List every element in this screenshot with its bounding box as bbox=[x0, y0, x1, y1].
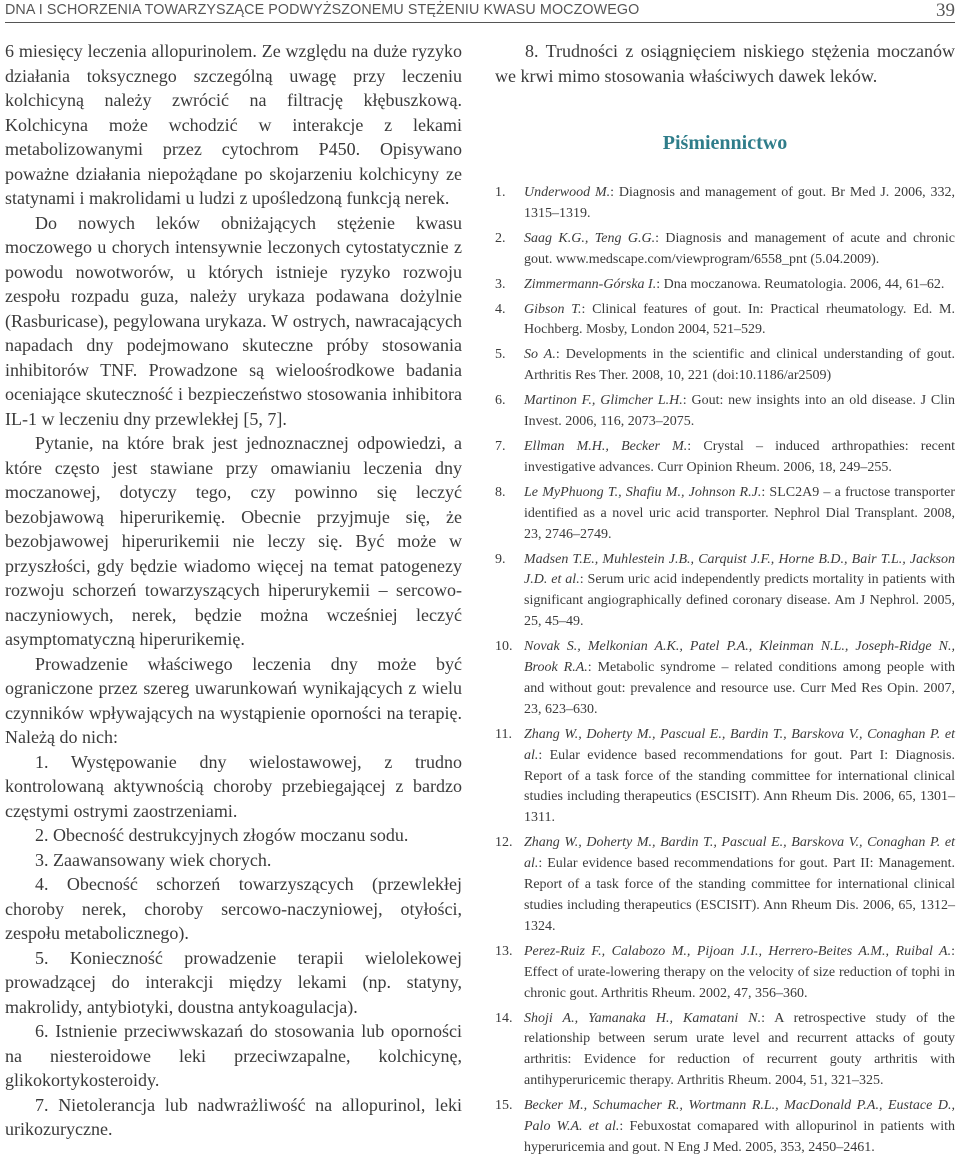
reference-text: : Crystal – induced arthropathies: recent investigative advances. Curr Opinion Rheum. 2006, 18, 249–255. bbox=[524, 438, 955, 475]
list-item: 4. Obecność schorzeń towarzyszących (przewlekłej choroby nerek, choroby sercowo-naczyniowej, otyłości, zespołu metabolicznego). bbox=[5, 874, 462, 943]
reference-text: : Clinical features of gout. In: Practical rheumatology. Ed. M. Hochberg. Mosby, London 2004, 521–529. bbox=[524, 301, 955, 338]
reference-text: : Eular evidence based recommendations for gout. Part I: Diagnosis. Report of a task force of the standing committee for international clinical studies including therapeutics (ESCISIT). Ann Rheum Dis. 2006, 65, 1301–1311. bbox=[524, 747, 955, 826]
reference-number: 13. bbox=[495, 943, 513, 959]
references-heading: Piśmiennictwo bbox=[662, 132, 788, 154]
reference-authors: Zimmermann-Górska I. bbox=[524, 276, 657, 292]
reference-text: : SLC2A9 – a fructose transporter identified as a novel uric acid transporter. Nephrol Dial Transplant. 2008, 23, 2746–2749. bbox=[524, 484, 956, 542]
reference-number: 14. bbox=[495, 1010, 513, 1026]
reference-item bbox=[495, 437, 955, 479]
reference-item bbox=[495, 345, 955, 387]
reference-item bbox=[495, 550, 955, 634]
reference-text: : Metabolic syndrome – related conditions among people with and without gout: prevalence and resource use. Curr Med Res Opin. 2007, 23, 623–630. bbox=[524, 660, 955, 717]
reference-text: : Developments in the scientific and clinical understanding of gout. Arthritis Res Ther. 2008, 10, 221 (doi:10.1186/ar2509) bbox=[524, 347, 955, 384]
reference-item bbox=[495, 275, 955, 296]
reference-number: 5. bbox=[495, 347, 506, 363]
reference-item bbox=[495, 229, 955, 271]
page-number: 39 bbox=[936, 0, 955, 21]
list-item: 2. Obecność destrukcyjnych złogów moczanu sodu. bbox=[35, 825, 409, 845]
reference-authors: Gibson T. bbox=[524, 301, 582, 317]
reference-text: : Diagnosis and management of acute and chronic gout. www.medscape.com/viewprogram/6558_pnt (5.04.2009). bbox=[524, 230, 956, 267]
reference-authors: Novak S., Melkonian A.K., Patel P.A., Kleinman N.L., Joseph-Ridge N., Brook R.A. bbox=[524, 639, 955, 676]
reference-authors: Becker M., Schumacher R., Wortmann R.L., MacDonald P.A., Eustace D., Palo W.A. et al. bbox=[524, 1098, 955, 1135]
left-column bbox=[5, 39, 462, 1142]
reference-item bbox=[495, 637, 955, 721]
reference-text: : Effect of urate-lowering therapy on the velocity of size reduction of tophi in chronic gout. Arthritis Rheum. 2002, 47, 356–360. bbox=[524, 943, 955, 1001]
reference-number: 7. bbox=[495, 438, 506, 454]
reference-authors: So A. bbox=[524, 347, 556, 363]
reference-number: 1. bbox=[495, 185, 506, 200]
reference-authors: Madsen T.E., Muhlestein J.B., Carquist J.F., Horne B.D., Bair T.L., Jackson J.D. et al. bbox=[524, 551, 955, 588]
reference-item bbox=[495, 483, 955, 546]
right-column bbox=[495, 39, 955, 1163]
reference-text: : A retrospective study of the relationship between serum urate level and recurrent attacks of gouty arthritis: Evidence for reduction of recurrent gouty arthritis with antihyperuricemic therapy. Arthritis Rheum. 2004, 51, 321–325. bbox=[524, 1010, 955, 1089]
list-item: 8. Trudności z osiągnięciem niskiego stężenia moczanów we krwi mimo stosowania właściwych dawek leków. bbox=[495, 41, 955, 86]
running-title: DNA I SCHORZENIA TOWARZYSZĄCE PODWYŻSZONEMU STĘŻENIU KWASU MOCZOWEGO bbox=[5, 2, 640, 18]
reference-authors: Saag K.G., Teng G.G. bbox=[524, 230, 656, 246]
reference-number: 9. bbox=[495, 551, 506, 567]
paragraph: 6 miesięcy leczenia allopurinolem. Ze względu na duże ryzyko działania toksycznego szczególną uwagę przy leczeniu kolchicyną należy zwrócić na filtrację kłębuszkową. Kolchicyna może wchodzić w interakcje z lekami metabolizowanymi przez cytochrom P450. Opisywano poważne działania niepożądane po skojarzeniu kolchicyny ze statynami i makrolidami u ludzi z upośledzoną funkcją nerek. bbox=[5, 41, 462, 208]
reference-authors: Perez-Ruiz F., Calabozo M., Pijoan J.I., Herrero-Beites A.M., Ruibal A. bbox=[524, 943, 952, 959]
paragraph: Prowadzenie właściwego leczenia dny może być ograniczone przez szereg uwarunkowań wynikających z wielu czynników wpływających na wystąpienie oporności na terapię. Należą do nich: bbox=[5, 653, 462, 747]
reference-authors: Underwood M. bbox=[524, 185, 611, 200]
reference-number: 15. bbox=[495, 1098, 513, 1114]
list-item: 1. Występowanie dny wielostawowej, z trudno kontrolowaną aktywnością choroby przebiegającej z bardzo częstymi ostrymi zaostrzeniami. bbox=[5, 751, 462, 821]
reference-text: : Eular evidence based recommendations for gout. Part II: Management. Report of a task force of the standing committee for international clinical studies including therapeutics (ESCISIT). Ann Rheum Dis. 2006, 65, 1312–1324. bbox=[524, 856, 955, 934]
reference-item bbox=[495, 725, 955, 830]
reference-authors: Zhang W., Doherty M., Bardin T., Pascual E., Barskova V., Conaghan P. et al. bbox=[524, 835, 955, 872]
reference-text: : Serum uric acid independently predicts mortality in patients with significant angiographically defined coronary disease. Am J Nephrol. 2005, 25, 45–49. bbox=[524, 572, 955, 630]
reference-text: : Diagnosis and management of gout. Br Med J. 2006, 332, 1315–1319. bbox=[524, 185, 955, 221]
reference-number: 10. bbox=[495, 639, 513, 655]
reference-item bbox=[495, 1096, 955, 1159]
reference-text: : Febuxostat comapared with allopurinol in patients with hyperuricemia and gout. N Eng J Med. 2005, 353, 2450–2461. bbox=[524, 1119, 955, 1155]
reference-authors: Le MyPhuong T., Shafiu M., Johnson R.J. bbox=[524, 484, 762, 500]
list-item: 5. Konieczność prowadzenie terapii wielolekowej prowadzącej do interakcji między lekami (np. statyny, makrolidy, antybiotyki, doustna antykoagulacja). bbox=[5, 947, 462, 1017]
list-item: 7. Nietolerancja lub nadwrażliwość na allopurinol, leki urikozuryczne. bbox=[5, 1094, 462, 1139]
reference-item bbox=[495, 391, 955, 433]
reference-item bbox=[495, 942, 955, 1005]
reference-item bbox=[495, 300, 955, 342]
reference-number: 4. bbox=[495, 301, 506, 317]
reference-item bbox=[495, 833, 955, 938]
reference-number: 6. bbox=[495, 393, 506, 409]
reference-number: 8. bbox=[495, 484, 506, 500]
running-header bbox=[5, 0, 955, 23]
reference-number: 11. bbox=[495, 726, 512, 742]
reference-list bbox=[495, 183, 955, 1159]
reference-item bbox=[495, 183, 955, 225]
reference-authors: Ellman M.H., Becker M. bbox=[524, 438, 688, 454]
reference-text: : Dna moczanowa. Reumatologia. 2006, 44, 61–62. bbox=[656, 276, 945, 292]
reference-number: 2. bbox=[495, 230, 506, 246]
reference-item bbox=[495, 1009, 955, 1093]
reference-text: : Gout: new insights into an old disease. J Clin Invest. 2006, 116, 2073–2075. bbox=[524, 393, 955, 430]
reference-number: 3. bbox=[495, 276, 506, 292]
reference-authors: Martinon F., Glimcher L.H. bbox=[524, 393, 683, 409]
paragraph: Pytanie, na które brak jest jednoznacznej odpowiedzi, a które często jest stawiane przy omawianiu leczenia dny moczanowej, dotyczy tego, czy powinno się leczyć bezobjawową hiperurikemię. Obecnie przyjmuje się, że bezobjawowej hiperurikemii nie leczy się. Być może w przyszłości, gdy będzie wiadomo więcej na temat patogenezy rozwoju schorzeń towarzyszących hiperurykemii – sercowo-naczyniowych, nerek, będzie można wcześniej leczyć asymptomatyczną hiperurikemię. bbox=[5, 433, 462, 649]
reference-number: 12. bbox=[495, 835, 513, 851]
list-item: 3. Zaawansowany wiek chorych. bbox=[35, 849, 272, 870]
paragraph: Do nowych leków obniżających stężenie kwasu moczowego u chorych intensywnie leczonych cytostatycznie z powodu nowotworów, u których istnieje ryzyko rozwoju zespołu rozpadu guza, należy urykaza podawana dożylnie (Rasburicase), pegylowana urykaza. W ostrych, nawracających napadach dny podejmowano skuteczne próby stosowania inhibitorów TNF. Prowadzone są wieloośrodkowe badania oceniające skuteczność i bezpieczeństwo stosowania inhibitora IL-1 w leczeniu dny przewlekłej [5, 7]. bbox=[5, 212, 462, 429]
reference-authors: Shoji A., Yamanaka H., Kamatani N. bbox=[524, 1010, 762, 1026]
reference-authors: Zhang W., Doherty M., Pascual E., Bardin T., Barskova V., Conaghan P. et al. bbox=[524, 726, 955, 763]
list-item: 6. Istnienie przeciwwskazań do stosowania lub oporności na niesteroidowe leki przeciwzapalne, kolchicynę, glikokortykosteroidy. bbox=[5, 1021, 462, 1090]
